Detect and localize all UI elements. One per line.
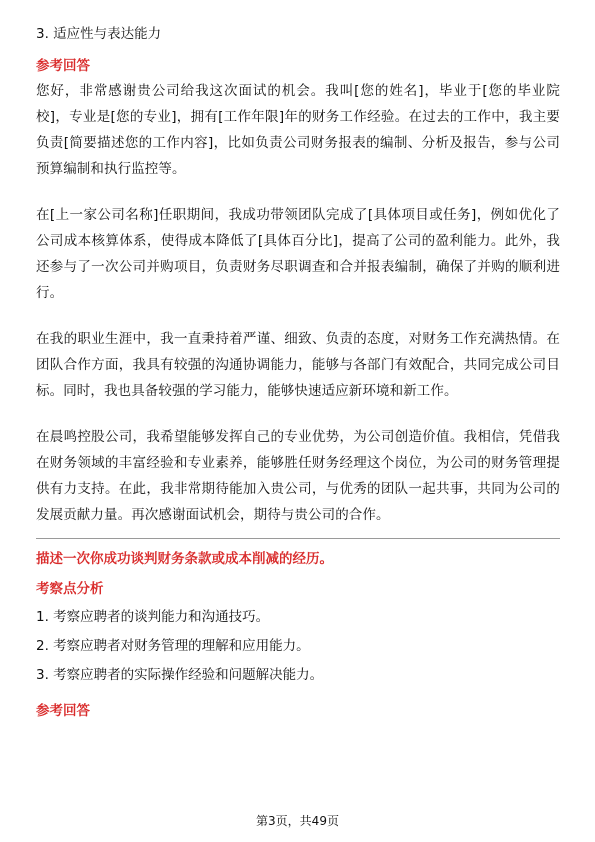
answer-label: 参考回答	[36, 58, 90, 74]
analysis-label: 考察点分析	[36, 581, 104, 597]
answer-paragraph-1: 您好，非常感谢贵公司给我这次面试的机会。我叫[您的姓名]，毕业于[您的毕业院校]，专业是[您的专业]，拥有[工作年限]年的财务工作经验。在过去的工作中，我主要负责[简要描述您的工作内容]，比如负责公司财务报表的编制、分析及报告，参与公司预算编制和执行监控等。	[36, 83, 560, 177]
page-indicator: 第3页，共49页	[256, 814, 339, 828]
analysis-points	[36, 607, 560, 685]
analysis-point: 1. 考察应聘者的谈判能力和沟通技巧。	[36, 609, 270, 625]
question-title: 描述一次你成功谈判财务条款或成本削减的经历。	[36, 551, 333, 567]
next-answer-label: 参考回答	[36, 703, 90, 719]
page-content	[36, 24, 560, 723]
answer-paragraph-4: 在晨鸣控股公司，我希望能够发挥自己的专业优势，为公司创造价值。我相信，凭借我在财务领域的丰富经验和专业素养，能够胜任财务经理这个岗位，为公司的财务管理提供有力支持。在此，我非常期待能加入贵公司，与优秀的团队一起共事，共同为公司的发展贡献力量。再次感谢面试机会，期待与贵公司的合作。	[36, 429, 560, 523]
section-divider	[36, 538, 560, 539]
answer-paragraph-2: 在[上一家公司名称]任职期间，我成功带领团队完成了[具体项目或任务]，例如优化了公司成本核算体系，使得成本降低了[具体百分比]，提高了公司的盈利能力。此外，我还参与了一次公司并购项目，负责财务尽职调查和合并报表编制，确保了并购的顺利进行。	[36, 207, 560, 301]
section-heading: 3. 适应性与表达能力	[36, 26, 162, 42]
answer-paragraph-3: 在我的职业生涯中，我一直秉持着严谨、细致、负责的态度，对财务工作充满热情。在团队合作方面，我具有较强的沟通协调能力，能够与各部门有效配合，共同完成公司目标。同时，我也具备较强的学习能力，能够快速适应新环境和新工作。	[36, 331, 560, 399]
analysis-point: 2. 考察应聘者对财务管理的理解和应用能力。	[36, 638, 310, 654]
analysis-point: 3. 考察应聘者的实际操作经验和问题解决能力。	[36, 667, 324, 683]
